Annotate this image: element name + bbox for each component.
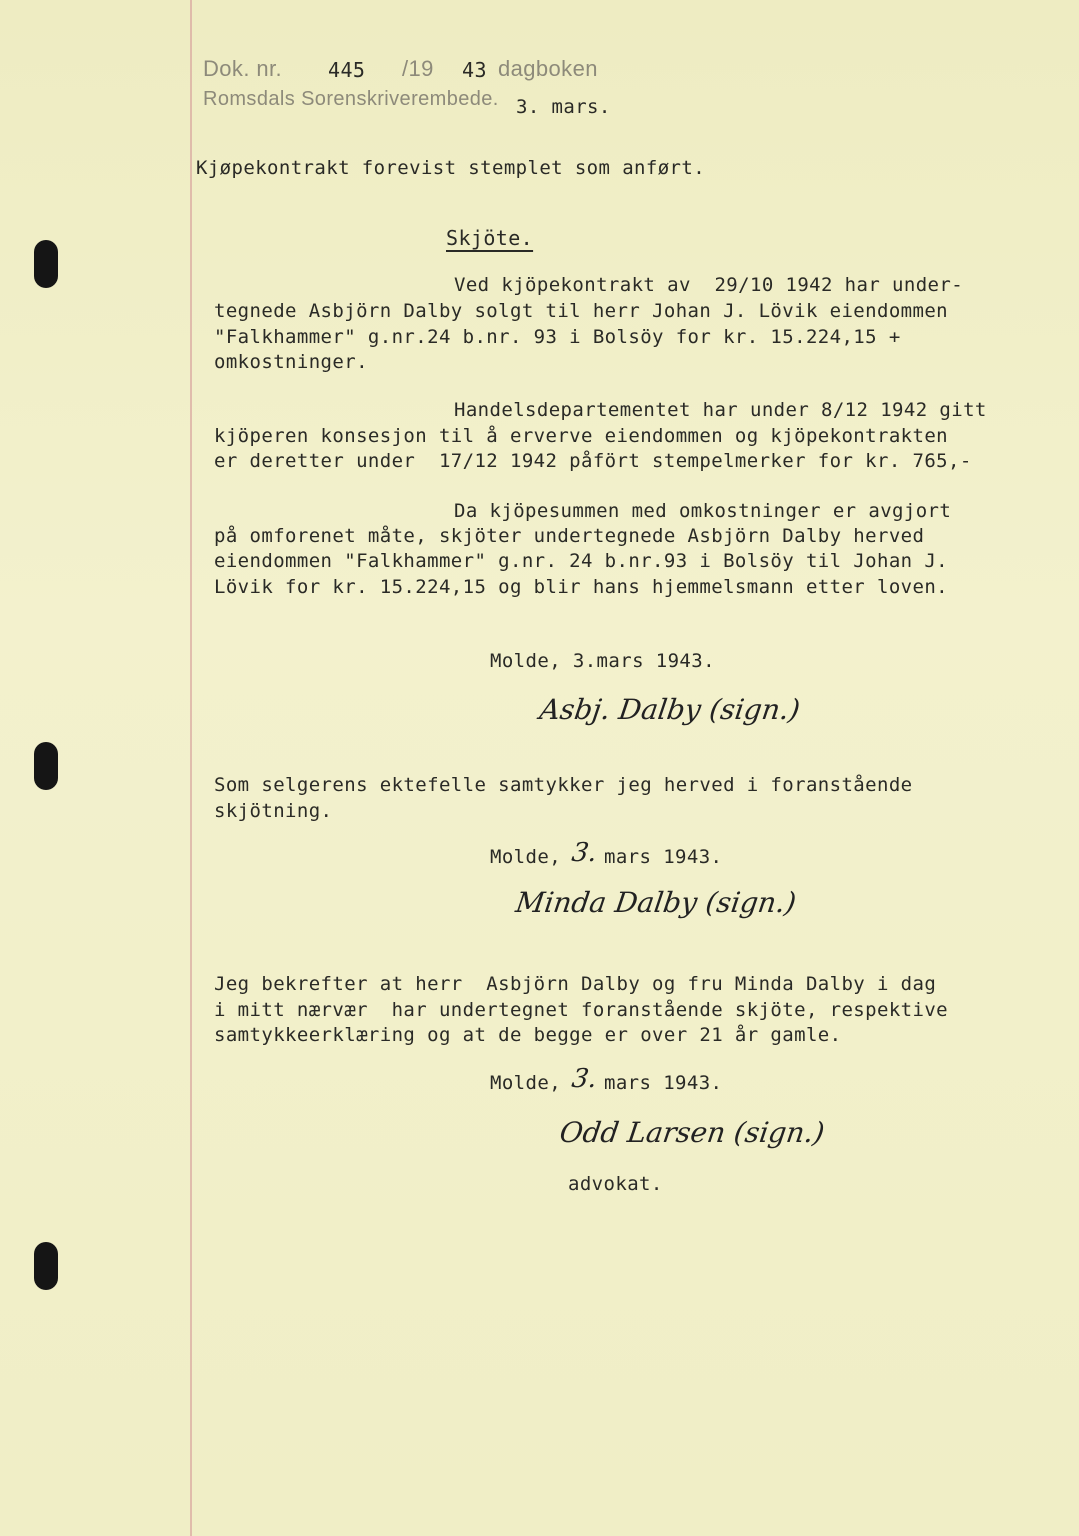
punch-hole [34, 240, 58, 288]
p3-line-3: eiendommen "Falkhammer" g.nr. 24 b.nr.93 i Bolsöy til Johan J. [214, 550, 949, 572]
stamp-office: Romsdals Sorenskriverembede. [203, 88, 499, 110]
year-suffix: 43 [462, 58, 487, 82]
consent-line-2: skjötning. [214, 800, 333, 822]
p1-line-1: Ved kjöpekontrakt av 29/10 1942 har under- [454, 274, 964, 296]
confirmation-line-1: Jeg bekrefter at herr Asbjörn Dalby og fru Minda Dalby i dag [214, 973, 937, 995]
place-date-2-day: 3. [569, 838, 599, 868]
place-date-3-day: 3. [569, 1064, 599, 1094]
p3-line-1: Da kjöpesummen med omkostninger er avgjort [454, 500, 952, 522]
signature-spouse: Minda Dalby (sign.) [513, 886, 799, 919]
dok-number: 445 [328, 58, 366, 82]
stamp-book: dagboken [498, 56, 598, 81]
p3-line-2: på omforenet måte, skjöter undertegnede Asbjörn Dalby herved [214, 525, 925, 547]
place-date-3-prefix: Molde, [490, 1072, 562, 1094]
p3-line-4: Lövik for kr. 15.224,15 og blir hans hjemmelsmann etter loven. [214, 576, 949, 598]
p1-line-2: tegnede Asbjörn Dalby solgt til herr Johan J. Lövik eiendommen [214, 300, 949, 322]
place-date-3-rest: mars 1943. [604, 1072, 723, 1094]
confirmation-line-3: samtykkeerklæring og at de begge er over 21 år gamle. [214, 1024, 842, 1046]
document-title: Skjöte. [446, 226, 534, 250]
signature-lawyer: Odd Larsen (sign.) [557, 1116, 827, 1149]
stamp-dok-label: Dok. nr. [203, 56, 283, 81]
confirmation-line-2: i mitt nærvær har undertegnet foranstående skjöte, respektive [214, 999, 949, 1021]
lawyer-role: advokat. [568, 1173, 663, 1195]
consent-line-1: Som selgerens ektefelle samtykker jeg herved i foranstående [214, 774, 913, 796]
header-date: 3. mars. [516, 96, 611, 118]
place-date-2-rest: mars 1943. [604, 846, 723, 868]
stamp-year-prefix: /19 [402, 56, 434, 81]
p1-line-4: omkostninger. [214, 351, 368, 373]
p1-line-3: "Falkhammer" g.nr.24 b.nr. 93 i Bolsöy for kr. 15.224,15 + [214, 326, 901, 348]
p2-line-3: er deretter under 17/12 1942 påfört stempelmerker for kr. 765,- [214, 450, 972, 472]
place-date-1: Molde, 3.mars 1943. [490, 650, 715, 672]
punch-hole [34, 742, 58, 790]
registry-note: Kjøpekontrakt forevist stemplet som anført. [196, 157, 706, 179]
signature-seller: Asbj. Dalby (sign.) [537, 693, 803, 726]
punch-hole [34, 1242, 58, 1290]
p2-line-1: Handelsdepartementet har under 8/12 1942 gitt [454, 399, 987, 421]
place-date-2-prefix: Molde, [490, 846, 562, 868]
p2-line-2: kjöperen konsesjon til å erverve eiendommen og kjöpekontrakten [214, 425, 949, 447]
margin-rule [190, 0, 192, 1536]
